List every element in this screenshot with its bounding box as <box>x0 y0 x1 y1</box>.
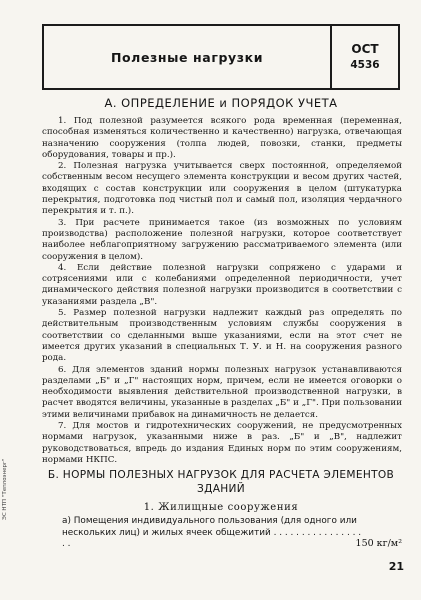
standard-number: 4536 <box>350 59 380 71</box>
section-a-heading: А. ОПРЕДЕЛЕНИЕ и ПОРЯДОК УЧЕТА <box>104 96 338 110</box>
paragraph-6: 6. Для элементов зданий нормы полезных нагрузок устанавливаются разделами „Б" и „Г" настоящих норм, причем, если не имеется оговорки о необходимости выявления действительной производственной нагрузки, в расчет вводятся величины, указанные в разделах „Б" и „Г". При пользовании этими величинами прибавок на динамичность не делается. <box>42 364 402 420</box>
list-item-a: а) Помещения индивидуального пользования (для одного или нескольких лиц) и жилых ячеек общежитий . . . . . . . . . . . . . . . . . . <box>62 516 362 549</box>
paragraph-2: 2. Полезная нагрузка учитывается сверх постоянной, определяемой собственным весом несущего элемента конструкции и весом других частей, входящих с состав конструкции или сооружения в целом (штукатурка перекрытия, подготовка под чистый пол и самый пол, изоляция чердачного перекрытия и т. п.). <box>42 161 402 217</box>
paragraph-5: 5. Размер полезной нагрузки надлежит каждый раз определять по действительным производственным условиям службы сооружения в соответствии со сделанными выше указаниями, если на этот счет не имеется других указаний в специальных Т. У. и Н. на сооружения разного рода. <box>42 308 402 364</box>
standard-code <box>332 26 398 88</box>
page-number: 21 <box>388 560 404 573</box>
paragraph-4: 4. Если действие полезной нагрузки сопряжено с ударами и сотрясениями или с колебаниями определенной периодичности, учет динамического действия полезной нагрузки производится в соответствии с указаниями раздела „В". <box>42 262 402 307</box>
side-stamp: ЭС НТП "Теплоэнерг" <box>2 458 8 520</box>
subsection-heading: 1. Жилищные сооружения <box>143 502 299 513</box>
section-a-body <box>42 116 402 466</box>
paragraph-1: 1. Под полезной разумеется всякого рода временная (переменная, способная изменяться количественно и качественно) нагрузка, отвечающая назначению сооружения (толпа людей, повозки, станки, предметы оборудования, товары и пр.). <box>42 116 402 160</box>
paragraph-3: 3. При расчете принимается такое (из возможных по условиям производства) расположение полезной нагрузки, которое соответствует наиболее неблагоприятному загружению рассматриваемого элемента (или сооружения в целом). <box>42 217 402 262</box>
document-title: Полезные нагрузки <box>110 49 264 65</box>
list-item-a-value: 150 кг/м² <box>355 538 402 549</box>
standard-label: ОСТ <box>351 42 379 56</box>
section-b-heading: Б. НОРМЫ ПОЛЕЗНЫХ НАГРУЗОК ДЛЯ РАСЧЕТА ЭЛЕМЕНТОВ ЗДАНИЙ <box>47 469 395 495</box>
header-box <box>42 24 400 90</box>
paragraph-7: 7. Для мостов и гидротехнических сооружений, не предусмотренных нормами нагрузок, указанными ниже в раз. „Б" и „В", надлежит руководствоваться, впредь до издания Единых норм по этим сооружениям, нормами НКПС. <box>42 421 402 465</box>
